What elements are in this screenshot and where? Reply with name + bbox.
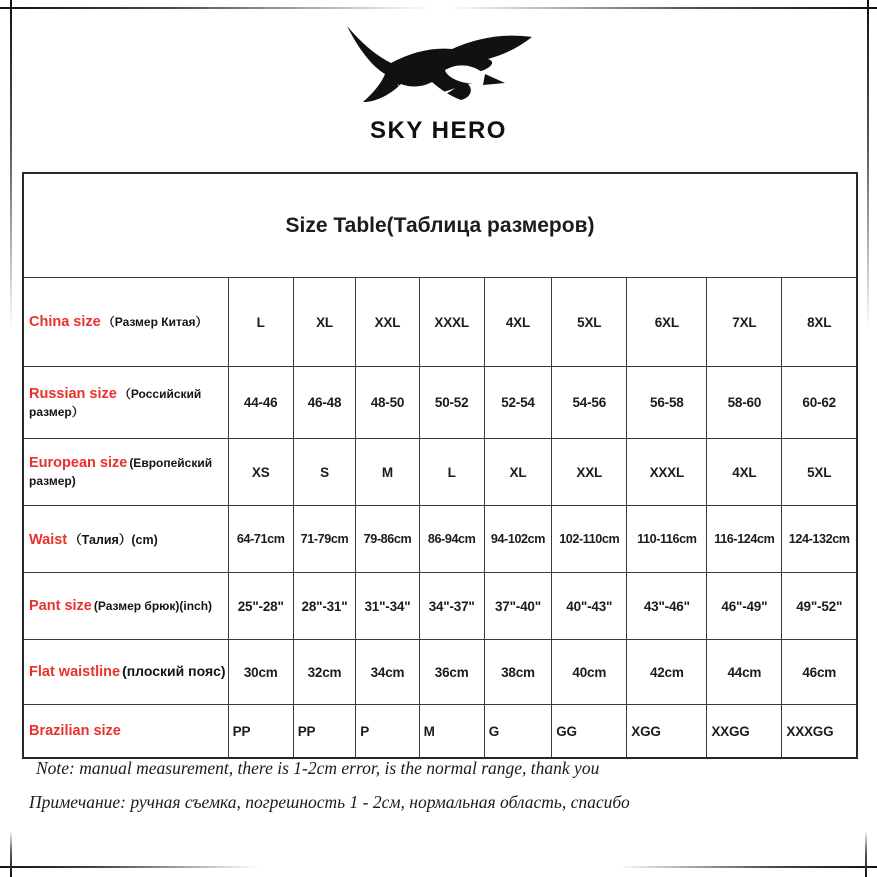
size-value-cell: M <box>356 439 419 506</box>
size-value-cell: 37"-40" <box>484 573 552 640</box>
size-value-cell: 71-79cm <box>293 506 356 573</box>
size-value-cell: XGG <box>627 705 707 759</box>
size-value-cell: 52-54 <box>484 367 552 439</box>
size-value-cell: 32cm <box>293 640 356 705</box>
size-value-cell: 34cm <box>356 640 419 705</box>
table-row <box>23 506 857 573</box>
size-value-cell: 5XL <box>782 439 857 506</box>
row-label <box>23 367 228 439</box>
size-value-cell: 54-56 <box>552 367 627 439</box>
size-value-cell: 31"-34" <box>356 573 419 640</box>
frame-line-bottom-right <box>617 866 877 868</box>
size-value-cell: XXXL <box>627 439 707 506</box>
row-label-translation: （Талия）(cm) <box>69 532 158 547</box>
size-value-cell: XL <box>484 439 552 506</box>
size-value-cell: 44-46 <box>228 367 293 439</box>
row-label-translation: (плоский пояс) <box>122 663 226 679</box>
table-row <box>23 439 857 506</box>
note-russian: Примечание: ручная съемка, погрешность 1 - 2см, нормальная область, спасибо <box>29 792 630 812</box>
size-value-cell: 49"-52" <box>782 573 857 640</box>
size-value-cell: 46cm <box>782 640 857 705</box>
table-row <box>23 573 857 640</box>
size-value-cell: 25"-28" <box>228 573 293 640</box>
table-row <box>23 640 857 705</box>
size-value-cell: 6XL <box>627 278 707 367</box>
size-value-cell: PP <box>293 705 356 759</box>
size-table <box>22 172 858 759</box>
size-value-cell: 30cm <box>228 640 293 705</box>
row-label-translation: (Европейский размер) <box>29 456 213 488</box>
table-row <box>23 705 857 759</box>
row-label-translation: (Размер брюк)(inch) <box>93 599 213 613</box>
size-value-cell: 36cm <box>419 640 484 705</box>
brand-name: SKY HERO <box>370 117 507 144</box>
row-label-translation: （Российский размер） <box>29 386 202 419</box>
size-value-cell: XL <box>293 278 356 367</box>
size-value-cell: 43"-46" <box>627 573 707 640</box>
table-title: Size Table(Таблица размеров) <box>23 173 857 278</box>
row-label-name: China size <box>29 314 101 330</box>
frame-line-bottom-left <box>0 866 260 868</box>
size-value-cell: 102-110cm <box>552 506 627 573</box>
row-label-name: Russian size <box>29 385 117 402</box>
size-value-cell: 64-71cm <box>228 506 293 573</box>
table-row <box>23 367 857 439</box>
size-value-cell: 4XL <box>707 439 782 506</box>
size-value-cell: 46"-49" <box>707 573 782 640</box>
row-label <box>23 506 228 573</box>
size-value-cell: P <box>356 705 419 759</box>
size-value-cell: XXXL <box>419 278 484 367</box>
footer-notes <box>29 758 630 813</box>
size-value-cell: XXGG <box>707 705 782 759</box>
size-value-cell: 58-60 <box>707 367 782 439</box>
size-value-cell: XS <box>228 439 293 506</box>
size-value-cell: 42cm <box>627 640 707 705</box>
table-title-row <box>23 173 857 278</box>
brand-logo <box>0 24 877 145</box>
size-value-cell: XXL <box>356 278 419 367</box>
row-label <box>23 439 228 506</box>
size-value-cell: M <box>419 705 484 759</box>
size-value-cell: 48-50 <box>356 367 419 439</box>
frame-line-right-bottom <box>865 831 867 877</box>
size-value-cell: L <box>419 439 484 506</box>
size-value-cell: 40"-43" <box>552 573 627 640</box>
size-value-cell: S <box>293 439 356 506</box>
size-value-cell: 38cm <box>484 640 552 705</box>
table-row <box>23 278 857 367</box>
size-value-cell: XXL <box>552 439 627 506</box>
size-value-cell: 94-102cm <box>484 506 552 573</box>
size-value-cell: PP <box>228 705 293 759</box>
size-value-cell: 116-124cm <box>707 506 782 573</box>
size-value-cell: G <box>484 705 552 759</box>
size-table-body <box>23 278 857 759</box>
frame-line-top-right <box>447 7 877 9</box>
row-label-name: Brazilian size <box>29 723 121 739</box>
size-value-cell: 44cm <box>707 640 782 705</box>
size-value-cell: 56-58 <box>627 367 707 439</box>
row-label-name: Pant size <box>29 598 92 614</box>
row-label <box>23 573 228 640</box>
row-label-name: European size <box>29 455 128 471</box>
size-value-cell: GG <box>552 705 627 759</box>
size-value-cell: 79-86cm <box>356 506 419 573</box>
size-value-cell: 7XL <box>707 278 782 367</box>
size-value-cell: L <box>228 278 293 367</box>
row-label-name: Flat waistline <box>29 664 121 680</box>
frame-line-left-bottom <box>10 831 12 877</box>
frame-line-top-left <box>0 7 430 9</box>
size-value-cell: 5XL <box>552 278 627 367</box>
size-value-cell: 8XL <box>782 278 857 367</box>
size-value-cell: 46-48 <box>293 367 356 439</box>
row-label <box>23 278 228 367</box>
size-value-cell: 34"-37" <box>419 573 484 640</box>
eagle-icon <box>339 24 539 116</box>
row-label-name: Waist <box>29 531 68 548</box>
size-value-cell: 86-94cm <box>419 506 484 573</box>
size-value-cell: 28"-31" <box>293 573 356 640</box>
size-value-cell: 40cm <box>552 640 627 705</box>
size-value-cell: 50-52 <box>419 367 484 439</box>
row-label <box>23 705 228 759</box>
row-label-translation: （Размер Китая） <box>102 315 208 329</box>
size-value-cell: 4XL <box>484 278 552 367</box>
size-value-cell: 60-62 <box>782 367 857 439</box>
size-value-cell: 110-116cm <box>627 506 707 573</box>
size-value-cell: 124-132cm <box>782 506 857 573</box>
size-value-cell: XXXGG <box>782 705 857 759</box>
row-label <box>23 640 228 705</box>
note-english: Note: manual measurement, there is 1-2cm error, is the normal range, thank you <box>36 758 600 778</box>
